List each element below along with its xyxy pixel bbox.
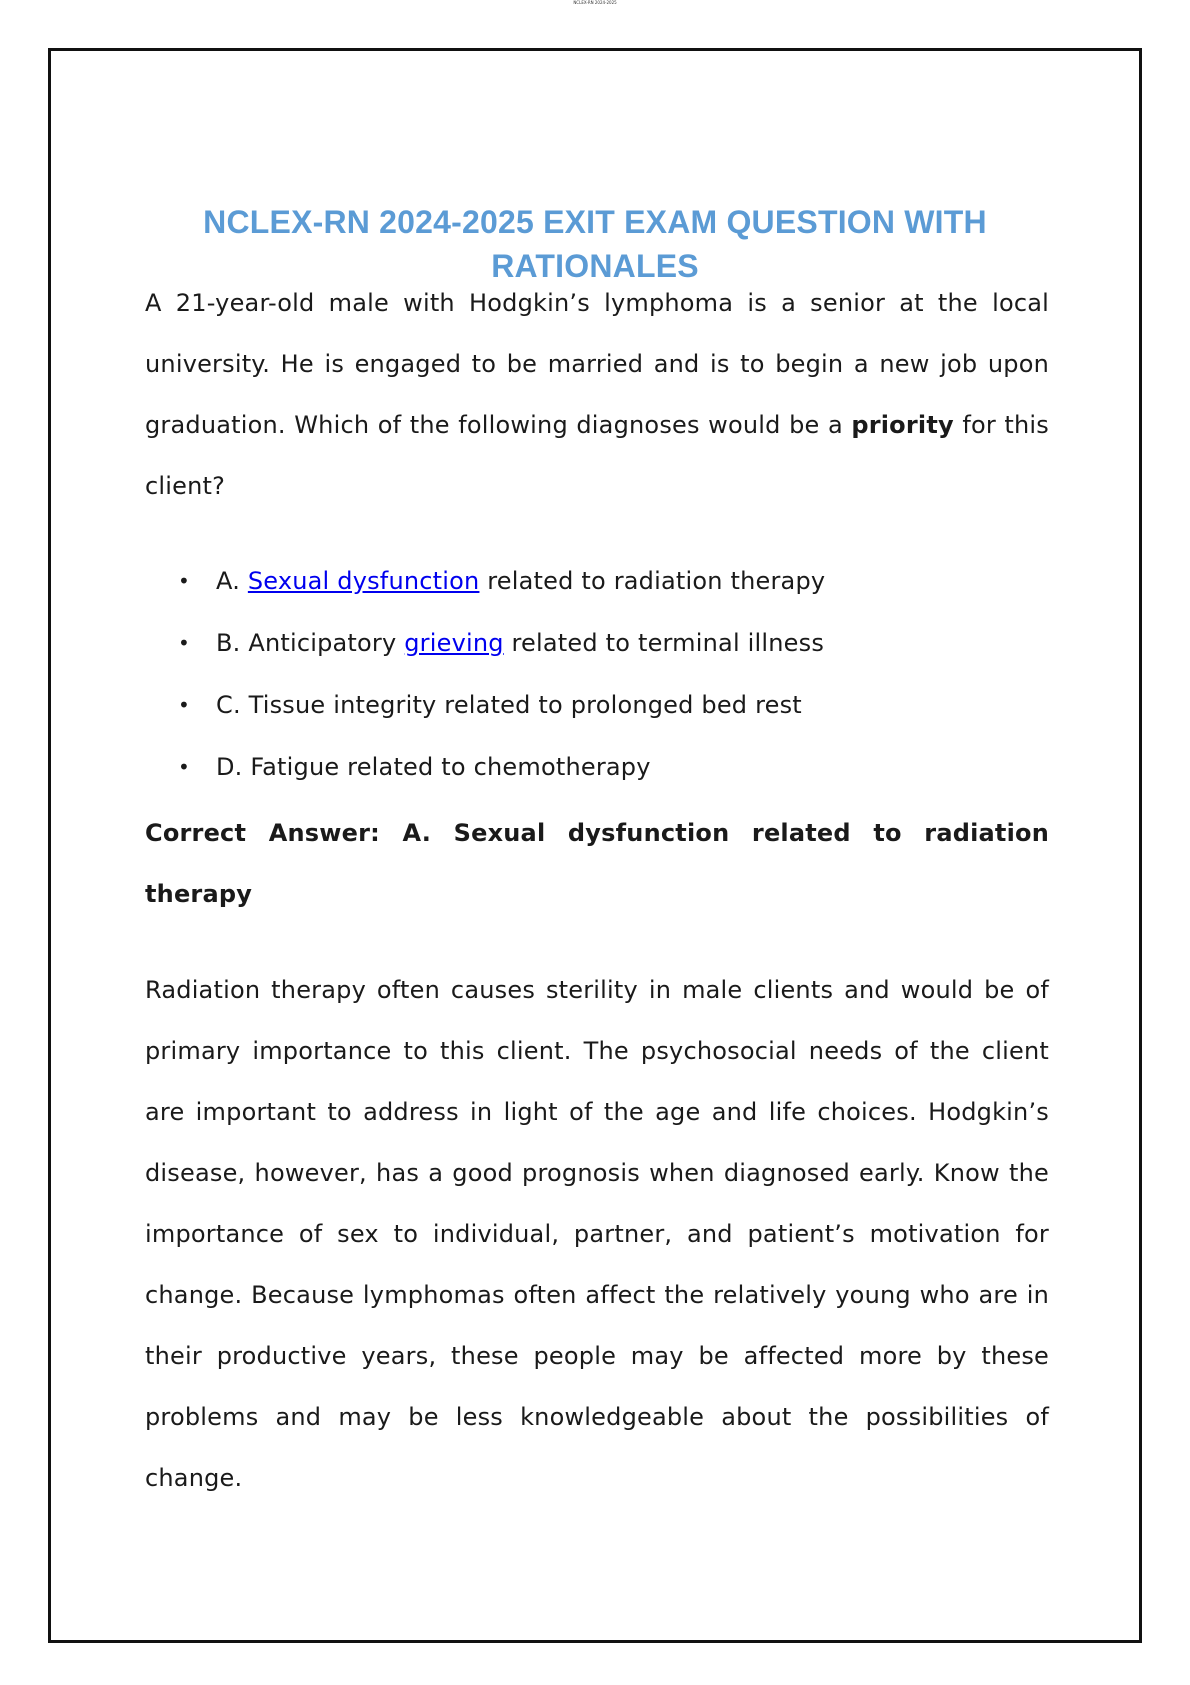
question-text-before: A 21-year-old male with Hodgkin’s lymphoma is a senior at the local university. He is engaged to be married and is to begin a new job upon graduation. Which of the following diagnoses would be a (145, 289, 1049, 439)
bullet-icon: • (178, 631, 190, 655)
question-emphasis: priority (851, 411, 954, 439)
bullet-icon: • (178, 569, 190, 593)
page-title: NCLEX-RN 2024-2025 EXIT EXAM QUESTION WITH RATIONALES (203, 204, 987, 284)
bullet-icon: • (178, 755, 190, 779)
option-a (178, 550, 825, 612)
answer-options-list (178, 550, 825, 798)
rationale-text: Radiation therapy often causes sterility in male clients and would be of primary importance to this client. The psychosocial needs of the client are important to address in light of the age and life choices. Hodgkin’s disease, however, has a good prognosis when diagnosed early. Know the importance of sex to individual, partner, and patient’s motivation for change. Because lymphomas often affect the relatively young who are in their productive years, these people may be affected more by these problems and may be less knowledgeable about the possibilities of change. (145, 976, 1049, 1492)
question-text (145, 273, 1049, 517)
option-b-prefix: B. Anticipatory (216, 629, 405, 657)
header-watermark: NCLEX-RN 2024-2025 (573, 0, 617, 5)
correct-answer: Correct Answer: A. Sexual dysfunction related to radiation therapy (145, 819, 1049, 908)
option-b (178, 612, 825, 674)
option-a-prefix: A. (216, 567, 248, 595)
option-c-text: C. Tissue integrity related to prolonged bed rest (216, 691, 802, 719)
option-b-suffix: related to terminal illness (503, 629, 825, 657)
option-d-text: D. Fatigue related to chemotherapy (216, 753, 651, 781)
option-a-suffix: related to radiation therapy (479, 567, 826, 595)
option-b-link[interactable]: grieving (404, 629, 504, 657)
option-d (178, 736, 825, 798)
bullet-icon: • (178, 693, 190, 717)
option-c (178, 674, 825, 736)
option-a-link[interactable]: Sexual dysfunction (247, 567, 480, 595)
question-text-after: for this client? (145, 411, 1049, 500)
